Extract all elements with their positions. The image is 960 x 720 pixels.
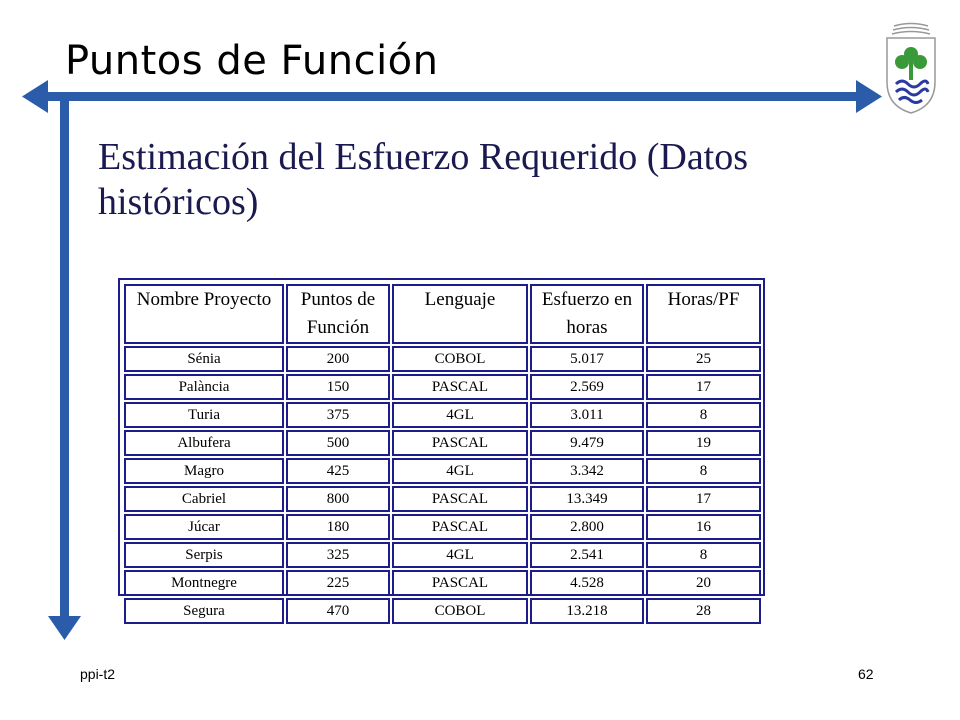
cell-esfuerzo: 13.218 bbox=[530, 598, 644, 624]
cell-lenguaje: 4GL bbox=[392, 542, 528, 568]
cell-nombre: Cabriel bbox=[124, 486, 284, 512]
cell-esfuerzo: 2.800 bbox=[530, 514, 644, 540]
cell-nombre: Magro bbox=[124, 458, 284, 484]
cell-esfuerzo: 3.011 bbox=[530, 402, 644, 428]
cell-nombre: Turia bbox=[124, 402, 284, 428]
university-emblem-icon bbox=[882, 20, 940, 115]
cell-lenguaje: COBOL bbox=[392, 346, 528, 372]
cell-lenguaje: PASCAL bbox=[392, 374, 528, 400]
cell-lenguaje: 4GL bbox=[392, 458, 528, 484]
cell-puntos: 200 bbox=[286, 346, 390, 372]
cell-esfuerzo: 3.342 bbox=[530, 458, 644, 484]
cell-lenguaje: PASCAL bbox=[392, 570, 528, 596]
table-row bbox=[124, 374, 761, 400]
header-esfuerzo-horas: Esfuerzo en horas bbox=[530, 284, 644, 344]
data-table-frame bbox=[118, 278, 765, 619]
cell-horas-pf: 20 bbox=[646, 570, 761, 596]
cell-puntos: 325 bbox=[286, 542, 390, 568]
cell-horas-pf: 8 bbox=[646, 458, 761, 484]
cell-horas-pf: 8 bbox=[646, 402, 761, 428]
footer-course-code: ppi-t2 bbox=[80, 666, 116, 682]
header-puntos-funcion: Puntos de Función bbox=[286, 284, 390, 344]
cell-lenguaje: PASCAL bbox=[392, 486, 528, 512]
table-header-row bbox=[124, 284, 761, 344]
cell-esfuerzo: 9.479 bbox=[530, 430, 644, 456]
cell-horas-pf: 17 bbox=[646, 486, 761, 512]
table-row bbox=[124, 346, 761, 372]
cell-esfuerzo: 5.017 bbox=[530, 346, 644, 372]
cell-puntos: 800 bbox=[286, 486, 390, 512]
cell-horas-pf: 19 bbox=[646, 430, 761, 456]
cell-nombre: Montnegre bbox=[124, 570, 284, 596]
cell-esfuerzo: 4.528 bbox=[530, 570, 644, 596]
cell-lenguaje: COBOL bbox=[392, 598, 528, 624]
table-row bbox=[124, 598, 761, 624]
cell-puntos: 180 bbox=[286, 514, 390, 540]
cell-puntos: 375 bbox=[286, 402, 390, 428]
table-row bbox=[124, 430, 761, 456]
header-nombre-proyecto: Nombre Proyecto bbox=[124, 284, 284, 344]
cell-horas-pf: 17 bbox=[646, 374, 761, 400]
subtitle: Estimación del Esfuerzo Requerido (Datos históricos) bbox=[98, 136, 749, 223]
table-row bbox=[124, 570, 761, 596]
header-horas-pf: Horas/PF bbox=[646, 284, 761, 344]
cell-lenguaje: 4GL bbox=[392, 402, 528, 428]
cell-nombre: Sénia bbox=[124, 346, 284, 372]
cell-horas-pf: 8 bbox=[646, 542, 761, 568]
cell-nombre: Júcar bbox=[124, 514, 284, 540]
table-row bbox=[124, 458, 761, 484]
table-row bbox=[124, 542, 761, 568]
cell-esfuerzo: 2.541 bbox=[530, 542, 644, 568]
cell-puntos: 470 bbox=[286, 598, 390, 624]
cell-nombre: Albufera bbox=[124, 430, 284, 456]
table-row bbox=[124, 402, 761, 428]
data-table bbox=[122, 282, 763, 626]
cell-nombre: Palància bbox=[124, 374, 284, 400]
cell-esfuerzo: 2.569 bbox=[530, 374, 644, 400]
cell-nombre: Serpis bbox=[124, 542, 284, 568]
cell-horas-pf: 28 bbox=[646, 598, 761, 624]
cell-horas-pf: 25 bbox=[646, 346, 761, 372]
cell-puntos: 225 bbox=[286, 570, 390, 596]
cell-puntos: 425 bbox=[286, 458, 390, 484]
table-row bbox=[124, 514, 761, 540]
cell-puntos: 500 bbox=[286, 430, 390, 456]
cell-puntos: 150 bbox=[286, 374, 390, 400]
cell-esfuerzo: 13.349 bbox=[530, 486, 644, 512]
cell-lenguaje: PASCAL bbox=[392, 514, 528, 540]
header-lenguaje: Lenguaje bbox=[392, 284, 528, 344]
page-number: 62 bbox=[858, 666, 874, 682]
cell-lenguaje: PASCAL bbox=[392, 430, 528, 456]
table-row bbox=[124, 486, 761, 512]
cell-nombre: Segura bbox=[124, 598, 284, 624]
cell-horas-pf: 16 bbox=[646, 514, 761, 540]
slide-title: Puntos de Función bbox=[65, 38, 439, 84]
